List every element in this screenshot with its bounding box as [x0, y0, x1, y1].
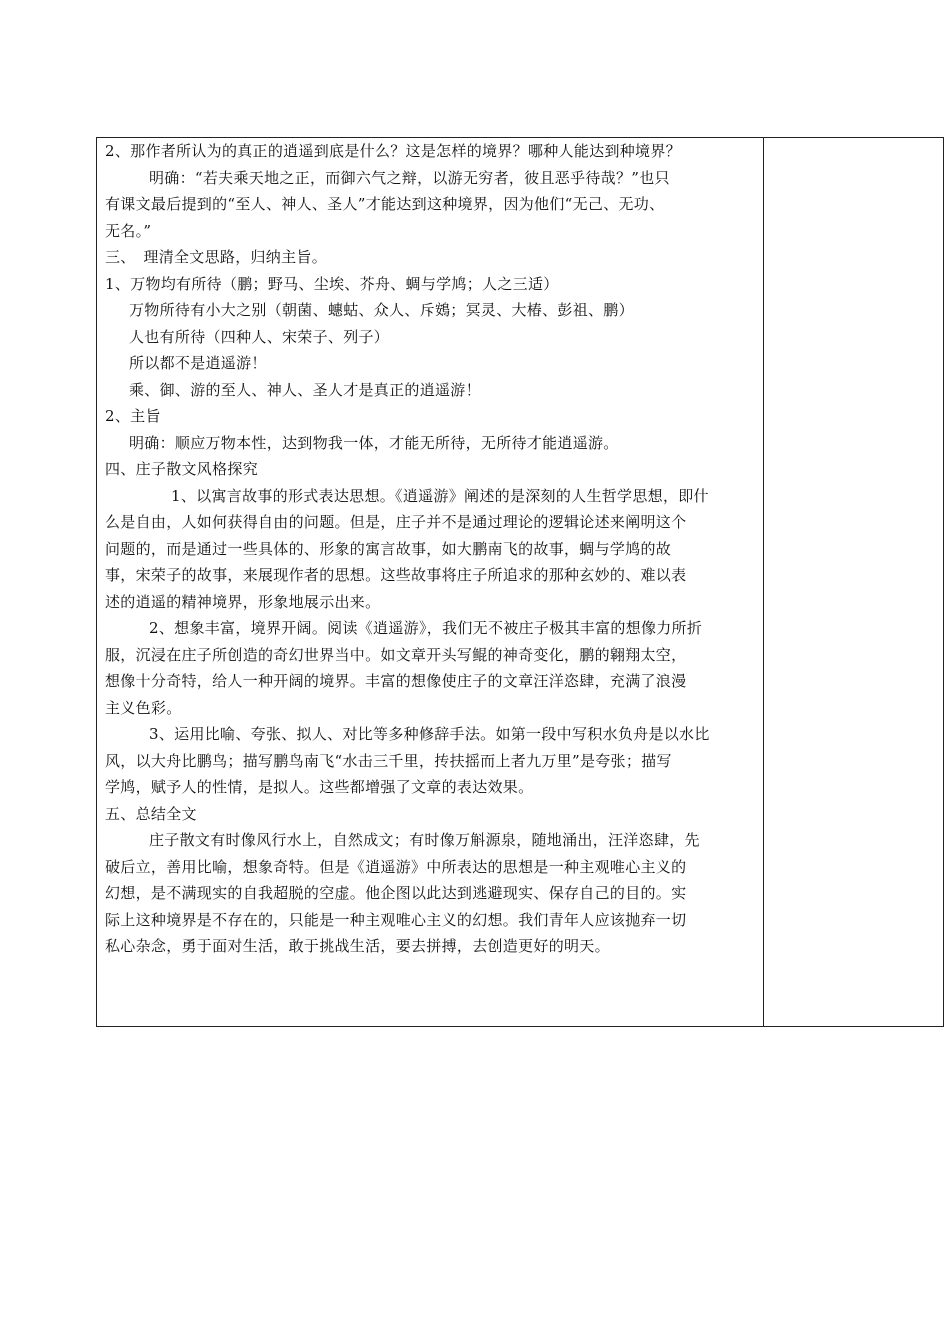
text-line: 么是自由，人如何获得自由的问题。但是，庄子并不是通过理论的逻辑论述来阐明这个 — [105, 513, 687, 531]
text-line: 学鸠，赋予人的性情，是拟人。这些都增强了文章的表达效果。 — [105, 778, 534, 796]
text-line: 人也有所待（四种人、宋荣子、列子） — [129, 327, 390, 346]
text-line: 问题的，而是通过一些具体的、形象的寓言故事，如大鹏南飞的故事，蜩与学鸠的故 — [105, 539, 672, 558]
section-heading: 三、 理清全文思路，归纳主旨。 — [105, 248, 328, 266]
section-heading: 四、庄子散文风格探究 — [105, 460, 259, 478]
text-line: 2、想象丰富，境界开阔。阅读《逍遥游》，我们无不被庄子极其丰富的想像力所折 — [149, 619, 703, 637]
text-line: 事，宋荣子的故事，来展现作者的思想。这些故事将庄子所追求的那种玄妙的、难以表 — [105, 566, 687, 584]
section-heading: 五、总结全文 — [105, 804, 197, 823]
text-line: 私心杂念，勇于面对生活，敢于挑战生活，要去拼搏，去创造更好的明天。 — [105, 937, 610, 955]
text-line: 服，沉浸在庄子所创造的奇幻世界当中。如文章开头写鲲的神奇变化，鹏的翱翔太空， — [105, 645, 687, 664]
text-line: 破后立，善用比喻，想象奇特。但是《逍遥游》中所表达的思想是一种主观唯心主义的 — [105, 857, 687, 876]
text-line: 无名。” — [105, 221, 152, 240]
text-line: 风，以大舟比鹏鸟；描写鹏鸟南飞“水击三千里，抟扶摇而上者九万里”是夸张；描写 — [105, 751, 672, 770]
notes-cell — [764, 138, 943, 1026]
text-line: 3、运用比喻、夸张、拟人、对比等多种修辞手法。如第一段中写积水负舟是以水比 — [149, 725, 710, 743]
lesson-table — [96, 137, 944, 1027]
text-line: 2、那作者所认为的真正的逍遥到底是什么？这是怎样的境界？哪种人能达到种境界？ — [105, 142, 681, 160]
text-line: 幻想，是不满现实的自我超脱的空虚。他企图以此达到逃避现实、保存自己的目的。实 — [105, 884, 687, 902]
text-line: 1、以寓言故事的形式表达思想。《逍遥游》阐述的是深刻的人生哲学思想，即什 — [171, 486, 709, 505]
text-line: 乘、御、游的至人、神人、圣人才是真正的逍遥游！ — [129, 380, 481, 399]
text-line: 想像十分奇特，给人一种开阔的境界。丰富的想像使庄子的文章汪洋恣肆，充满了浪漫 — [105, 672, 687, 690]
text-line: 2、主旨 — [105, 407, 161, 425]
text-line: 有课文最后提到的“至人、神人、圣人”才能达到这种境界，因为他们“无己、无功、 — [105, 195, 665, 213]
text-line: 庄子散文有时像风行水上，自然成文；有时像万斛源泉，随地涌出，汪洋恣肆，先 — [149, 831, 700, 849]
text-line: 明确：“若夫乘天地之正，而御六气之辩，以游无穷者，彼且恶乎待哉？”也只 — [149, 168, 670, 187]
main-content-cell — [97, 138, 764, 1026]
text-line: 万物所待有小大之别（朝菌、蟪蛄、众人、斥鴳；冥灵、大椿、彭祖、鹏） — [129, 301, 634, 319]
text-line: 所以都不是逍遥游！ — [129, 354, 267, 372]
text-line: 述的逍遥的精神境界，形象地展示出来。 — [105, 592, 381, 611]
text-line: 1、万物均有所待（鹏；野马、尘埃、芥舟、蜩与学鸠；人之三适） — [105, 274, 559, 293]
text-line: 际上这种境界是不存在的，只能是一种主观唯心主义的幻想。我们青年人应该抛弃一切 — [105, 910, 687, 929]
text-line: 明确：顺应万物本性，达到物我一体，才能无所待，无所待才能逍遥游。 — [129, 433, 619, 452]
text-line: 主义色彩。 — [105, 698, 182, 717]
